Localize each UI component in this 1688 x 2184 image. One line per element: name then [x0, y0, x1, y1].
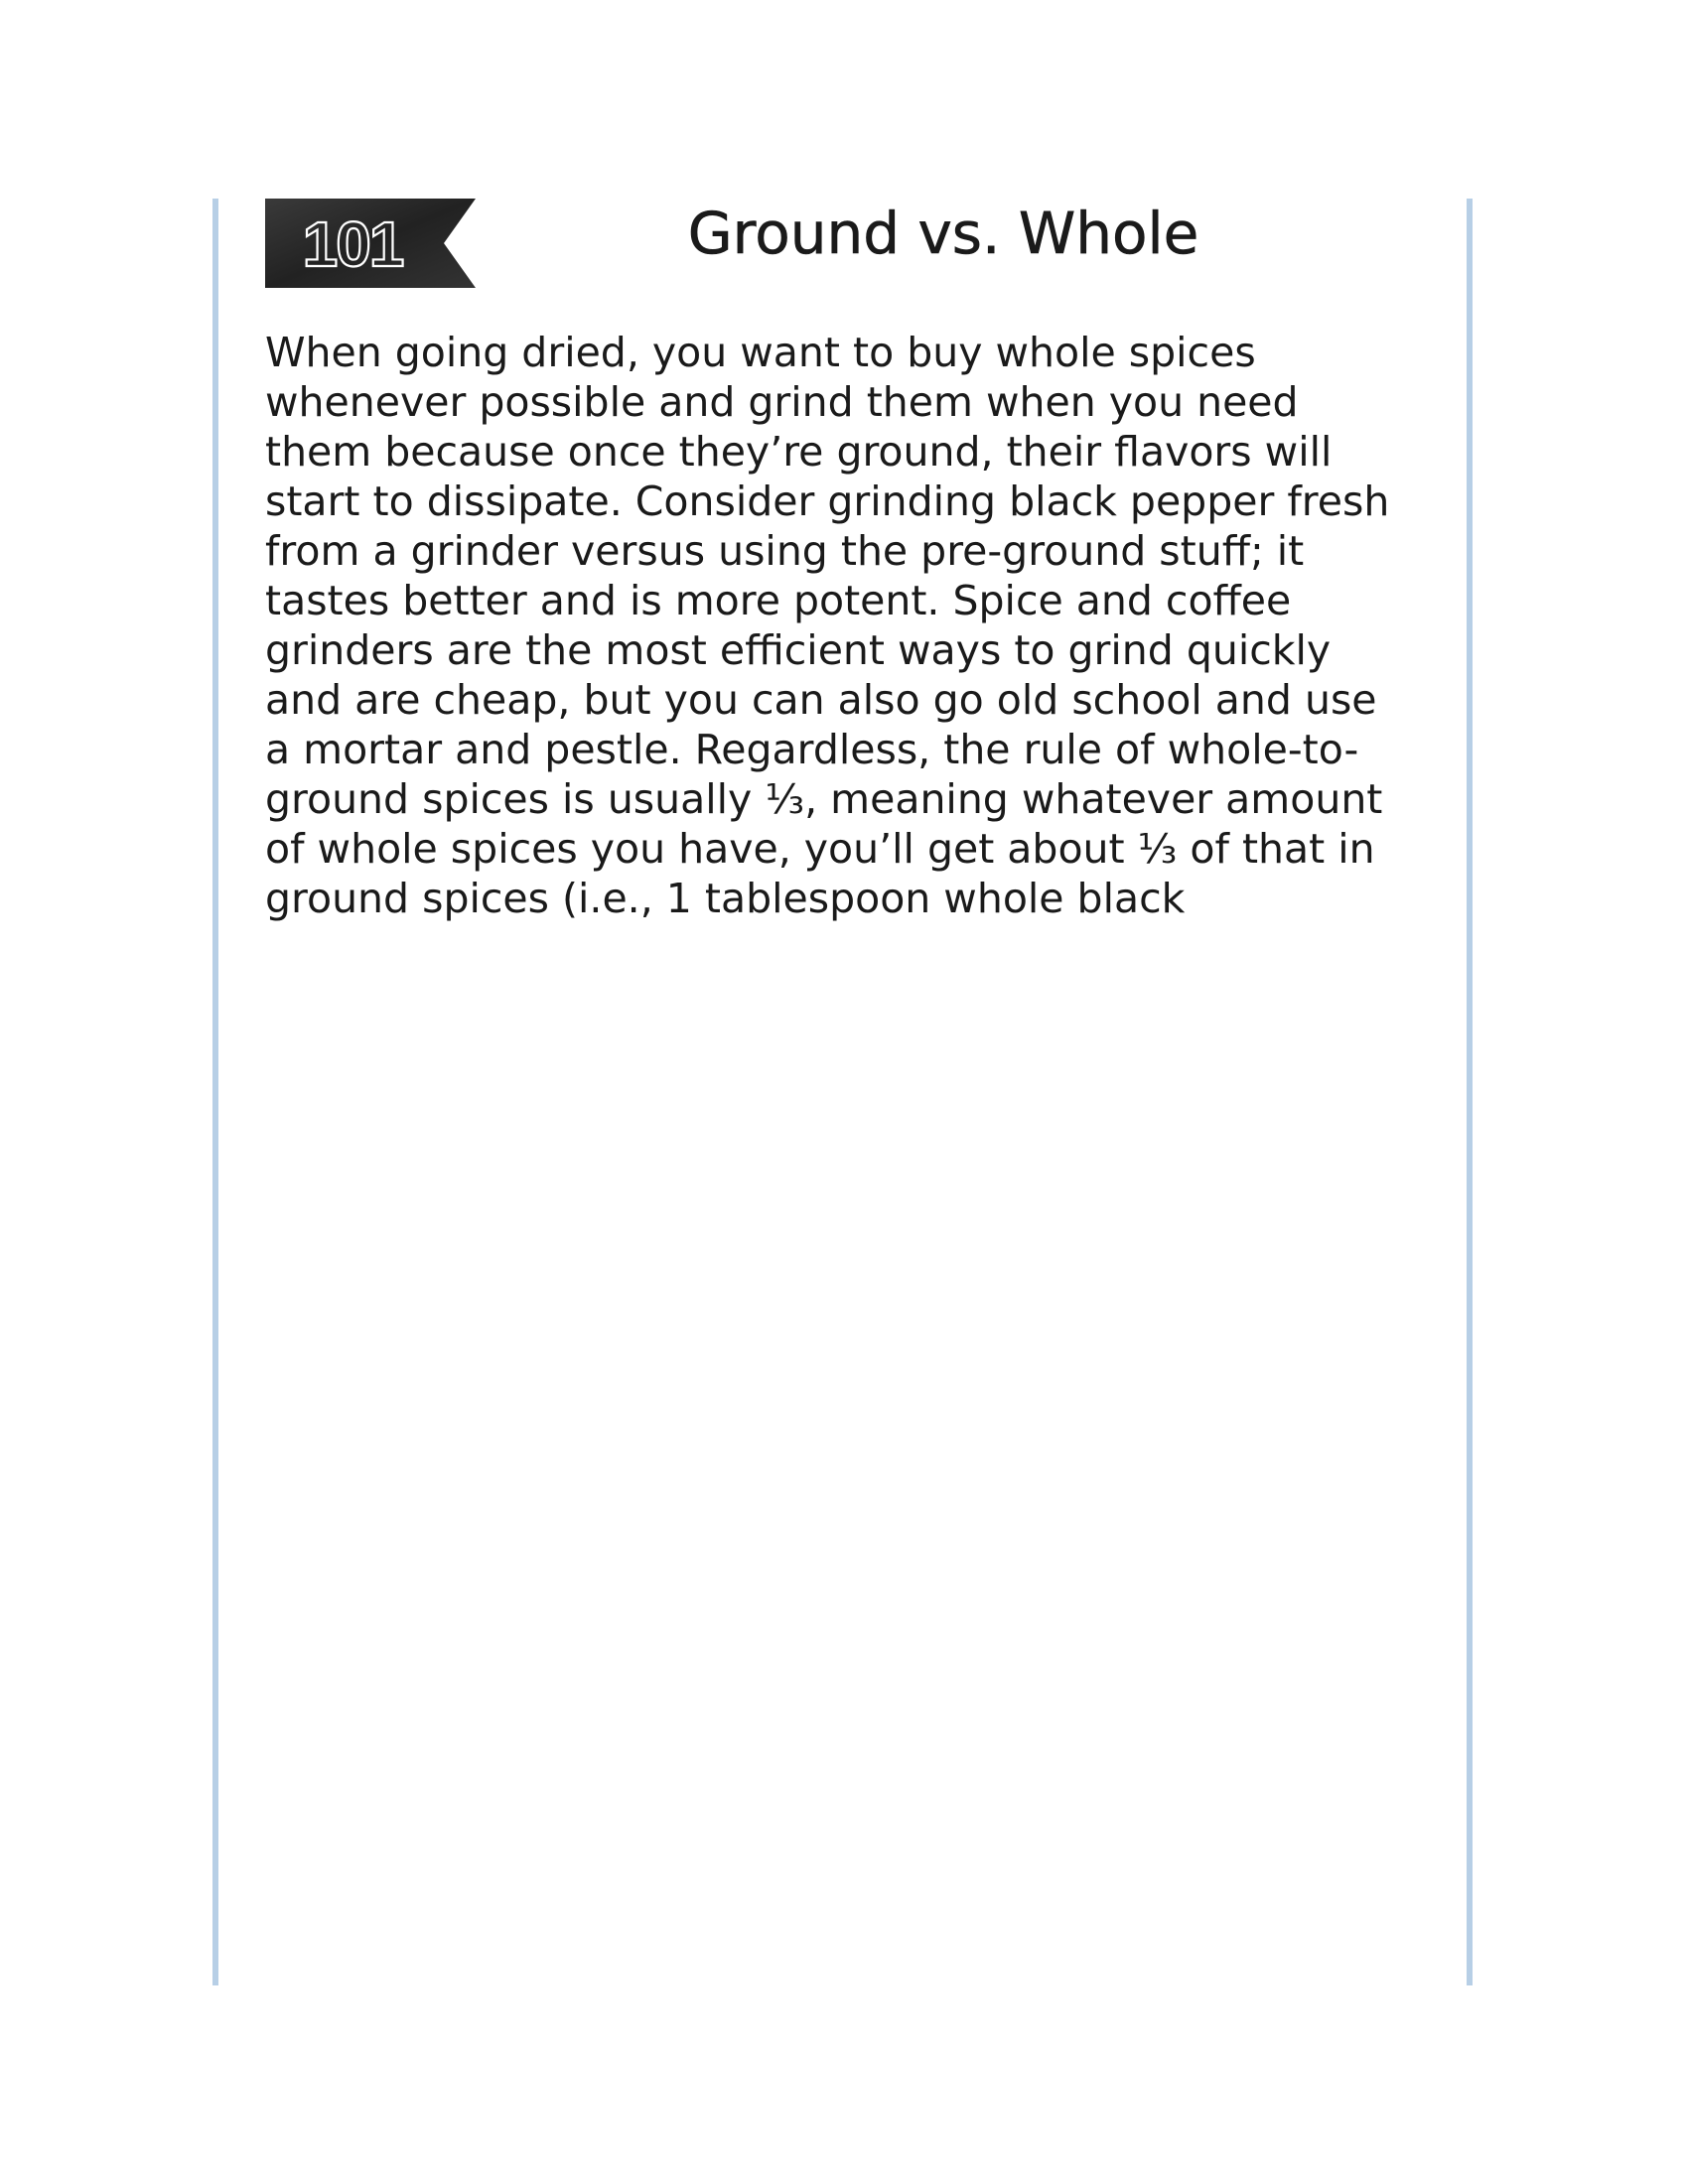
body-line: them because once they’re ground, their flavors will: [265, 428, 1333, 476]
left-margin-rule: [212, 199, 218, 1985]
body-line: and are cheap, but you can also go old school and use: [265, 676, 1377, 724]
body-line: grinders are the most efficient ways to grind quickly: [265, 626, 1332, 674]
body-line: ground spices is usually ⅓, meaning whatever amount: [265, 775, 1383, 823]
ribbon-badge-icon: [265, 199, 476, 288]
page-title: Ground vs. Whole: [687, 200, 1199, 267]
body-line: When going dried, you want to buy whole spices: [265, 329, 1256, 376]
body-paragraph: [265, 328, 1437, 923]
body-line: whenever possible and grind them when you need: [265, 378, 1299, 426]
section-badge-101: [265, 199, 476, 288]
body-line: ground spices (i.e., 1 tablespoon whole black: [265, 875, 1186, 922]
body-line: tastes better and is more potent. Spice and coffee: [265, 577, 1292, 624]
body-line: a mortar and pestle. Regardless, the rule of whole-to-: [265, 726, 1359, 773]
body-line: of whole spices you have, you’ll get about ⅓ of that in: [265, 825, 1375, 873]
right-margin-rule: [1467, 199, 1473, 1985]
body-line: start to dissipate. Consider grinding black pepper fresh: [265, 478, 1390, 525]
body-line: from a grinder versus using the pre-ground stuff; it: [265, 527, 1305, 575]
badge-label: 101: [302, 208, 403, 280]
